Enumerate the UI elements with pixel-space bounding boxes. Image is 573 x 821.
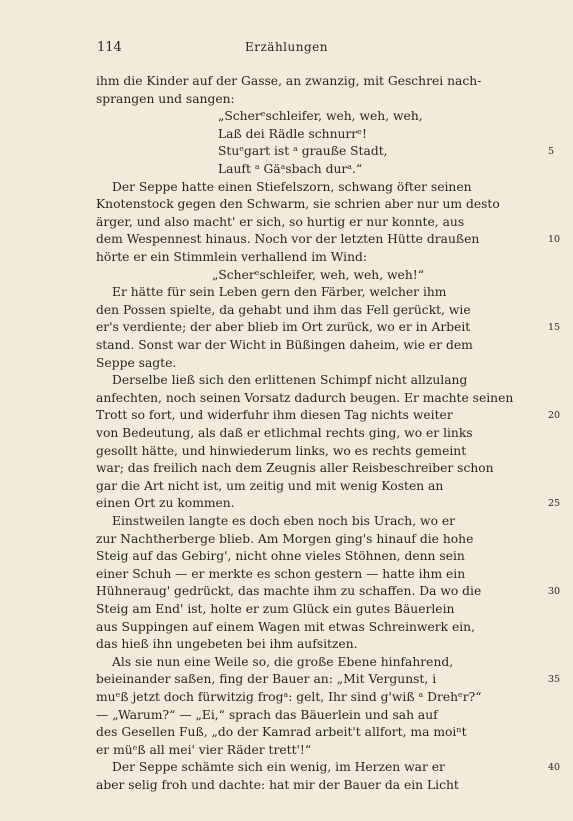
text-line: „Scherᵉschleifer, weh, weh, weh!“ xyxy=(212,268,424,282)
text-line: ihm die Kinder auf der Gasse, an zwanzig, mit Geschrei nach- xyxy=(96,74,482,88)
text-line: beieinander saßen, fing der Bauer an: „Mit Vergunst, i xyxy=(96,672,437,686)
text-line: Hühneraug' gedrückt, das machte ihm zu schaffen. Da wo die xyxy=(96,584,482,598)
text-line: Derselbe ließ sich den erlittenen Schimpf nicht allzulang xyxy=(112,373,468,387)
line-number: 20 xyxy=(548,410,561,421)
text-line: des Gesellen Fuß, „do der Kamrad arbeit't allfort, ma moiⁿt xyxy=(96,725,467,739)
text-line: aus Suppingen auf einem Wagen mit etwas Schreinwerk ein, xyxy=(96,620,476,634)
text-line: er's verdiente; der aber blieb im Ort zurück, wo er in Arbeit xyxy=(96,320,471,334)
text-line: einen Ort zu kommen. xyxy=(96,496,235,510)
text-line: anfechten, noch seinen Vorsatz dadurch beugen. Er machte seinen xyxy=(96,391,514,405)
text-line: Der Seppe hatte einen Stiefelszorn, schwang öfter seinen xyxy=(112,180,472,194)
text-line: zur Nachtherberge blieb. Am Morgen ging's hinauf die hohe xyxy=(96,532,474,546)
line-number: 35 xyxy=(548,674,561,685)
text-line: Steig auf das Gebirg', nicht ohne vieles Stöhnen, denn sein xyxy=(96,549,465,563)
text-line: muᵉß jetzt doch fürwitzig frogᵃ: gelt, Ihr sind g'wiß ᵃ Drehᵉr?“ xyxy=(96,690,482,704)
text-line: Knotenstock gegen den Schwarm, sie schrien aber nur um desto xyxy=(96,197,500,211)
text-line: Trott so fort, und widerfuhr ihm diesen Tag nichts weiter xyxy=(96,408,453,422)
page-number: 114 xyxy=(97,40,122,55)
text-line: dem Wespennest hinaus. Noch vor der letzten Hütte draußen xyxy=(96,232,480,246)
page-header xyxy=(0,40,573,60)
text-line: von Bedeutung, als daß er etlichmal rechts ging, wo er links xyxy=(96,426,473,440)
line-number: 10 xyxy=(548,234,561,245)
text-line: Laß dei Rädle schnurrᵉ! xyxy=(218,127,367,141)
text-line: Als sie nun eine Weile so, die große Ebene hinfahrend, xyxy=(112,655,454,669)
text-line: einer Schuh — er merkte es schon gestern — hatte ihm ein xyxy=(96,567,466,581)
text-line: Steig am End' ist, holte er zum Glück ein gutes Bäuerlein xyxy=(96,602,455,616)
line-number: 25 xyxy=(548,498,561,509)
text-line: hörte er ein Stimmlein verhallend im Wind: xyxy=(96,250,368,264)
text-line: stand. Sonst war der Wicht in Büßingen daheim, wie er dem xyxy=(96,338,473,352)
line-number: 15 xyxy=(548,322,561,333)
text-line: Einstweilen langte es doch eben noch bis Urach, wo er xyxy=(112,514,456,528)
text-line: Lauft ᵃ Gäᵃsbach durᵃ.“ xyxy=(218,162,363,176)
running-head: Erzählungen xyxy=(244,40,328,54)
line-number: 5 xyxy=(548,146,555,157)
text-line: war; das freilich nach dem Zeugnis aller Reisbeschreiber schon xyxy=(96,461,494,475)
text-line: Seppe sagte. xyxy=(96,356,177,370)
text-line: gar die Art nicht ist, um zeitig und mit wenig Kosten an xyxy=(96,479,444,493)
line-number: 40 xyxy=(548,762,561,773)
text-line: Der Seppe schämte sich ein wenig, im Herzen war er xyxy=(112,760,445,774)
text-line: den Possen spielte, da gehabt und ihm das Fell gerückt, wie xyxy=(96,303,471,317)
text-line: das hieß ihn ungebeten bei ihm aufsitzen. xyxy=(96,637,358,651)
text-line: aber selig froh und dachte: hat mir der Bauer da ein Licht xyxy=(96,778,459,792)
text-line: Stuᵉgart ist ᵃ grauße Stadt, xyxy=(218,144,388,158)
text-line: — „Warum?“ — „Ei,“ sprach das Bäuerlein und sah auf xyxy=(96,708,438,722)
line-number: 30 xyxy=(548,586,561,597)
text-line: Er hätte für sein Leben gern den Färber, welcher ihm xyxy=(112,285,447,299)
text-line: sprangen und sangen: xyxy=(96,92,235,106)
text-line: „Scherᵉschleifer, weh, weh, weh, xyxy=(218,109,423,123)
text-line: er müᵉß all mei' vier Räder trett'!“ xyxy=(96,743,312,757)
text-line: gesollt hätte, und hinwiederum links, wo es rechts gemeint xyxy=(96,444,467,458)
text-line: ärger, und also macht' er sich, so hurtig er nur konnte, aus xyxy=(96,215,465,229)
